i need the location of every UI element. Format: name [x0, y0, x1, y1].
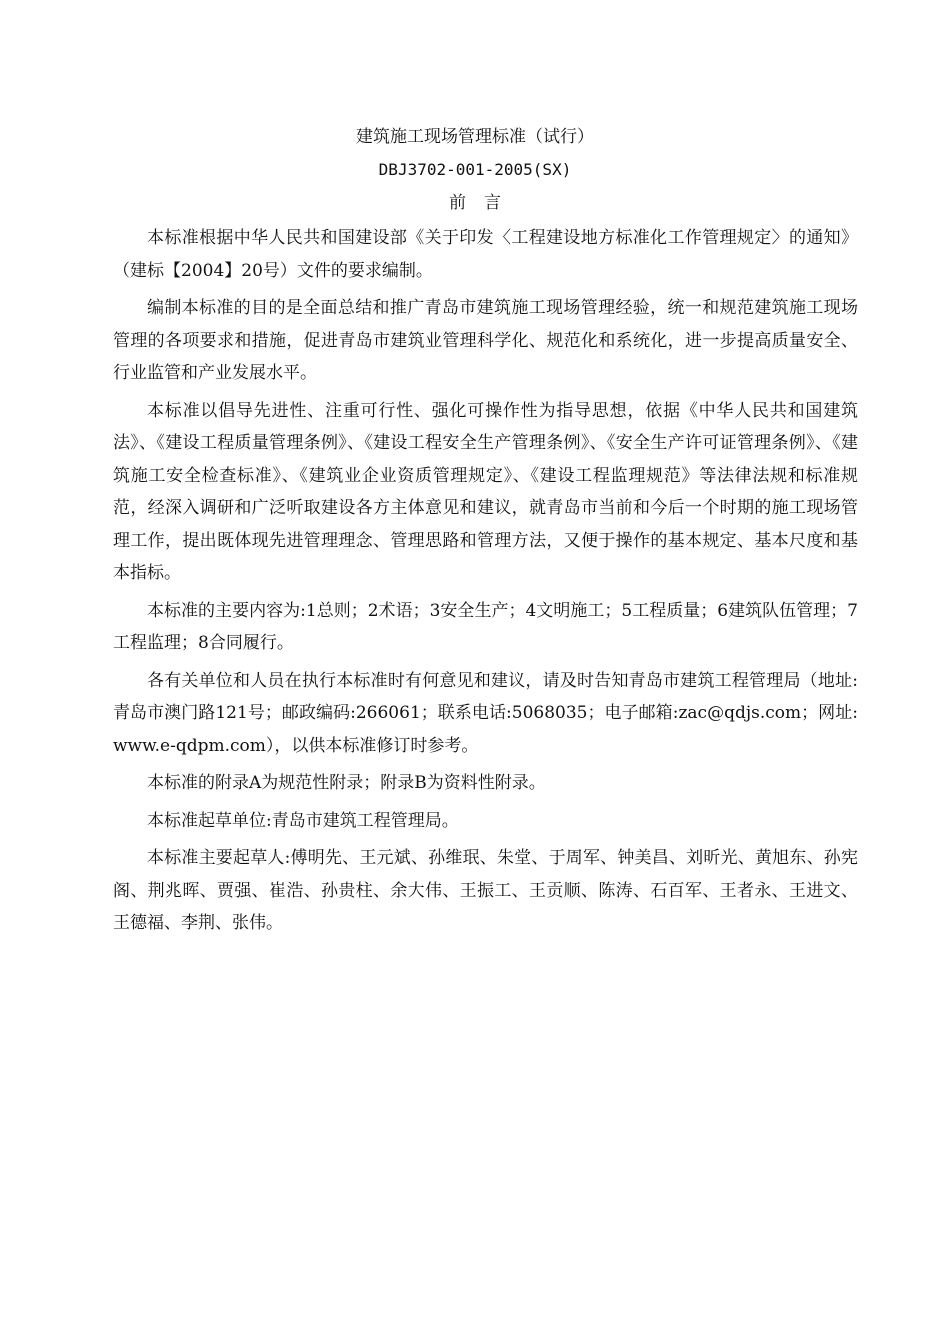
paragraph-drafters: 本标准主要起草人:傅明先、王元斌、孙维珉、朱堂、于周军、钟美昌、刘昕光、黄旭东、孙宪阁、荆兆晖、贾强、崔浩、孙贵柱、余大伟、王振工、王贡顺、陈涛、石百军、王者永、王进文、王德福、李荆、张伟。 — [113, 848, 858, 933]
paragraph-drafting-unit: 本标准起草单位:青岛市建筑工程管理局。 — [147, 810, 459, 831]
paragraph-main-contents: 本标准的主要内容为:1总则；2术语；3安全生产；4文明施工；5工程质量；6建筑队伍管理；7工程监理；8合同履行。 — [113, 600, 858, 653]
paragraph-guiding-principles: 本标准以倡导先进性、注重可行性、强化可操作性为指导思想，依据《中华人民共和国建筑法》、《建设工程质量管理条例》、《建设工程安全生产管理条例》、《安全生产许可证管理条例》、《建筑施工安全检查标准》、《建筑业企业资质管理规定》、《建设工程监理规范》等法律法规和标准规范，经深入调研和广泛听取建设各方主体意见和建议，就青岛市当前和今后一个时期的施工现场管理工作，提出既体现先进管理理念、管理思路和管理方法，又便于操作的基本规定、基本尺度和基本指标。 — [113, 400, 858, 583]
document-body — [113, 222, 858, 945]
standard-code: DBJ3702-001-2005(SX) — [378, 160, 572, 179]
paragraph-appendices: 本标准的附录A为规范性附录；附录B为资料性附录。 — [147, 773, 546, 793]
paragraph-purpose: 编制本标准的目的是全面总结和推广青岛市建筑施工现场管理经验，统一和规范建筑施工现场管理的各项要求和措施，促进青岛市建筑业管理科学化、规范化和系统化，进一步提高质量安全、行业监管和产业发展水平。 — [113, 298, 858, 383]
section-heading: 前言 — [449, 193, 519, 213]
document-title: 建筑施工现场管理标准（试行） — [356, 127, 594, 147]
paragraph-feedback-contact: 各有关单位和人员在执行本标准时有何意见和建议，请及时告知青岛市建筑工程管理局（地址:青岛市澳门路121号；邮政编码:266061；联系电话:5068035；电子邮箱:zac@qdjs.com；网址:www.e-qdpm.com），以供本标准修订时参考。 — [113, 670, 858, 756]
paragraph-basis: 本标准根据中华人民共和国建设部《关于印发〈工程建设地方标准化工作管理规定〉的通知》（建标【2004】20号）文件的要求编制。 — [113, 228, 858, 281]
